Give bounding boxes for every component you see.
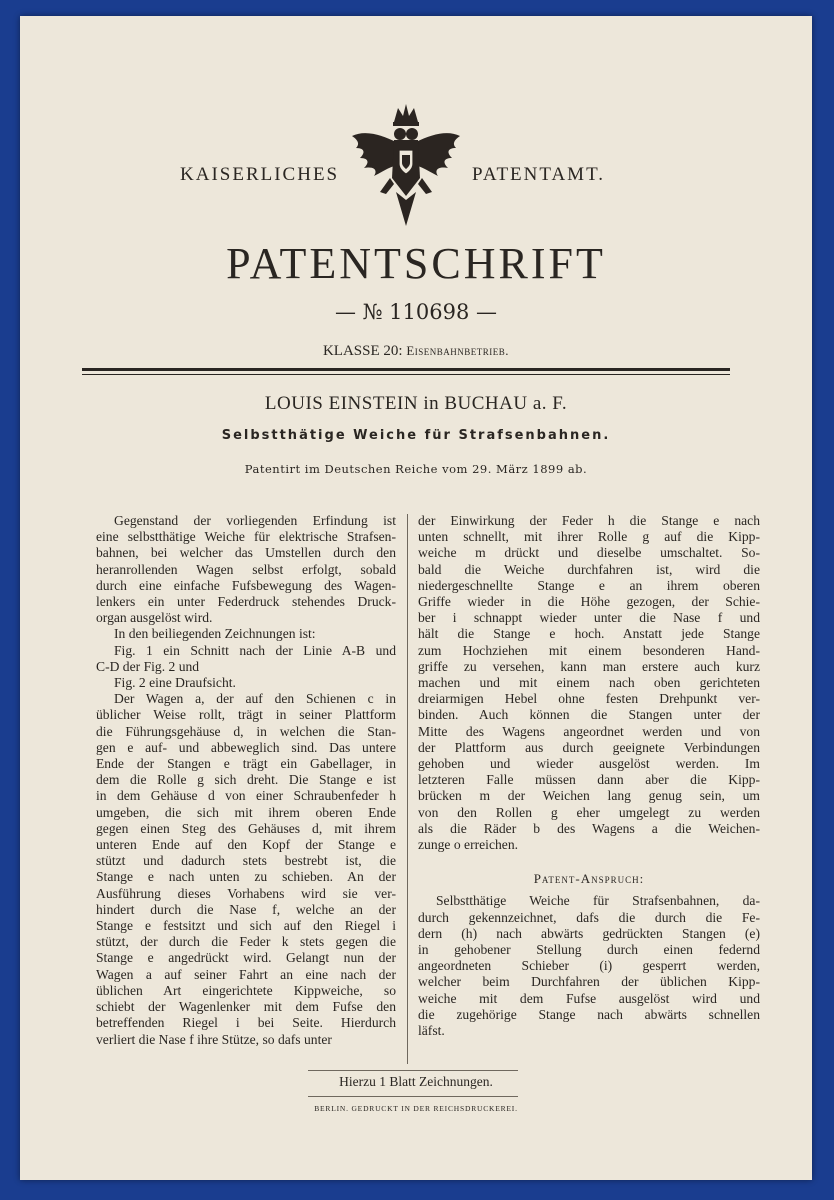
text-line: üblichen Art eingerichtete Kippweiche, so (96, 982, 396, 998)
text-line: gen e auf- und abbeweglich sind. Das untere (96, 739, 396, 755)
text-line: Mitte des Wagens angeordnet werden und von (418, 723, 760, 739)
text-line: Stange e angedrückt wird. Gelangt nun der (96, 950, 396, 966)
text-line: in gehobener Stellung durch einen federnd (418, 942, 760, 958)
text-line: Ende der Stangen e trägt ein Gabellager, in (96, 756, 396, 772)
text-line: niedergeschnellte Stange e an ihrem oberen (418, 577, 760, 593)
text-line: organ ausgelöst wird. (96, 610, 213, 626)
text-line: brücken m der Weichen lang genug sein, um (418, 788, 760, 804)
text-line: griffe zu versehen, kann man erstere auch kurz (418, 658, 760, 674)
text-line: C-D der Fig. 2 und (96, 658, 200, 674)
text-line: Stange e nach unten zu schieben. An der (96, 869, 396, 885)
drawings-note: Hierzu 1 Blatt Zeichnungen. (339, 1074, 493, 1089)
text-line: von den Rollen g eher umgelegt zu werden (418, 804, 760, 820)
text-line: umgeben, die sich mit ihrem oberen Ende (96, 804, 396, 820)
text-line: In den beiliegenden Zeichnungen ist: (114, 626, 316, 642)
printer-imprint: BERLIN. GEDRUCKT IN DER REICHSDRUCKEREI. (314, 1104, 518, 1113)
document-title: PATENTSCHRIFT (226, 239, 606, 288)
office-name-right: PATENTAMT. (472, 164, 606, 185)
text-line: gehoben und wieder ausgelöst werden. Im (418, 756, 760, 772)
text-line: bahnen, bei welcher das Umstellen durch den (96, 545, 396, 561)
text-line: als die Räder b des Wagens a die Weichen- (418, 820, 760, 836)
inventor-line: LOUIS EINSTEIN in BUCHAU a. F. (264, 393, 568, 414)
text-line: dreiarmigen Hebel ohne festen Drehpunkt ver- (418, 691, 760, 707)
header-rule-thick (82, 368, 730, 371)
text-line: betreffenden Riegel i bei Seite. Hierdurch (96, 1015, 396, 1031)
body-column-right (418, 513, 760, 1039)
text-line: dem die Rolle g sich dreht. Die Stange e ist (96, 772, 396, 788)
text-line: gegen einen Steg des Gehäuses d, mit ihrem (96, 820, 396, 836)
text-line: durch gekennzeichnet, dafs die durch die Fe- (418, 909, 760, 925)
text-line: verliert die Nase f ihre Stütze, so dafs unter (96, 1031, 332, 1047)
text-line: eine selbstthätige Weiche für elektrische Strafsen- (96, 529, 396, 545)
patent-claim (418, 893, 760, 1039)
description-continuation (418, 513, 760, 853)
text-line: angeordneten Schieber (i) gesperrt werden, (418, 958, 760, 974)
text-line: stützt, der durch die Feder k stets gegen die (96, 934, 396, 950)
text-line: der Einwirkung der Feder h die Stange e nach (418, 513, 760, 528)
text-line: welcher beim Durchfahren der üblichen Kipp- (418, 974, 760, 990)
text-line: hindert durch die Nase f, welche an der (96, 901, 396, 917)
text-line: zum Hochziehen mit einem besonderen Hand- (418, 642, 760, 658)
text-line: unteren Ende auf den Kopf der Stange e (96, 837, 396, 853)
text-line: weiche m drückt und dieselbe umschaltet. So- (418, 545, 760, 561)
text-line: letzteren Falle müssen dann aber die Kipp- (418, 772, 760, 788)
text-line: unten schnellt, mit ihrer Rolle g auf die Kipp- (418, 529, 760, 545)
text-line: läfst. (418, 1023, 445, 1039)
text-line: heranrollenden Wagen selbst erfolgt, sobald (96, 561, 396, 577)
text-line: Gegenstand der vorliegenden Erfindung ist (114, 513, 396, 528)
patent-number: — № 110698 — (334, 300, 498, 324)
text-line: Wagen a auf seiner Fahrt an eine nach der (96, 966, 396, 982)
footer-rule-bottom (308, 1096, 518, 1097)
text-line: schiebt der Wagenlenker mit dem Fufse den (96, 999, 396, 1015)
text-line: die zugehörige Stange nach abwärts schnellen (418, 1006, 760, 1022)
text-line: Griffe wieder in die Höhe gezogen, der Schie- (418, 594, 760, 610)
text-line: bald die Weiche durchfahren ist, wird die (418, 561, 760, 577)
text-line: zunge o erreichen. (418, 837, 519, 853)
text-line: ber i schnappt wieder unter die Nase f und (418, 610, 760, 626)
claim-heading: Patent-Anspruch: (533, 871, 645, 887)
text-line: lenkers ein unter Federdruck stehendes Druck- (96, 594, 396, 610)
text-line: Fig. 2 eine Draufsicht. (114, 675, 236, 691)
text-line: üblicher Weise rollt, trägt in seiner Plattform (96, 707, 396, 723)
text-line: binden. Auch können die Stangen unter der (418, 707, 760, 723)
text-line: Stange e festsitzt und sich auf den Riegel i (96, 918, 396, 934)
patent-page (20, 16, 812, 1180)
text-line: hält die Stange e hoch. Anstatt jede Stange (418, 626, 760, 642)
imperial-eagle-icon (350, 100, 462, 230)
text-line: machen und mit einem nach oben gerichteten (418, 675, 760, 691)
text-line: stützt und dadurch stets bestrebt ist, die (96, 853, 396, 869)
invention-title: Selbstthätige Weiche für Strafsenbahnen. (221, 428, 611, 443)
text-line: Der Wagen a, der auf den Schienen c in (114, 691, 396, 707)
text-line: durch eine einfache Fufsbewegung des Wagen- (96, 577, 396, 593)
office-name-left: KAISERLICHES (180, 164, 340, 185)
header-rule-thin (82, 374, 730, 375)
text-line: der Plattform aus durch geeignete Verbindungen (418, 739, 760, 755)
patent-class (20, 343, 812, 360)
text-line: Ausführung dieses Vorhabens wird sie ver- (96, 885, 396, 901)
text-line: Selbstthätige Weiche für Strafsenbahnen, da- (436, 893, 760, 909)
text-line: die Führungsgehäuse d, in welchen die Stan- (96, 723, 396, 739)
class-label: KLASSE 20: (322, 343, 403, 359)
text-line: weiche mit dem Fufse ausgelöst wird und (418, 990, 760, 1006)
class-category: Eisenbahnbetrieb. (406, 343, 510, 358)
patent-date-line: Patentirt im Deutschen Reiche vom 29. März 1899 ab. (244, 462, 588, 476)
text-line: Fig. 1 ein Schnitt nach der Linie A-B und (114, 642, 396, 658)
text-line: in dem Gehäuse d von einer Schraubenfeder h (96, 788, 396, 804)
column-divider (407, 514, 408, 1064)
text-line: dern (h) nach abwärts gedrückten Stangen (e) (418, 925, 760, 941)
body-column-left (96, 513, 396, 1048)
footer-rule-top (308, 1070, 518, 1071)
